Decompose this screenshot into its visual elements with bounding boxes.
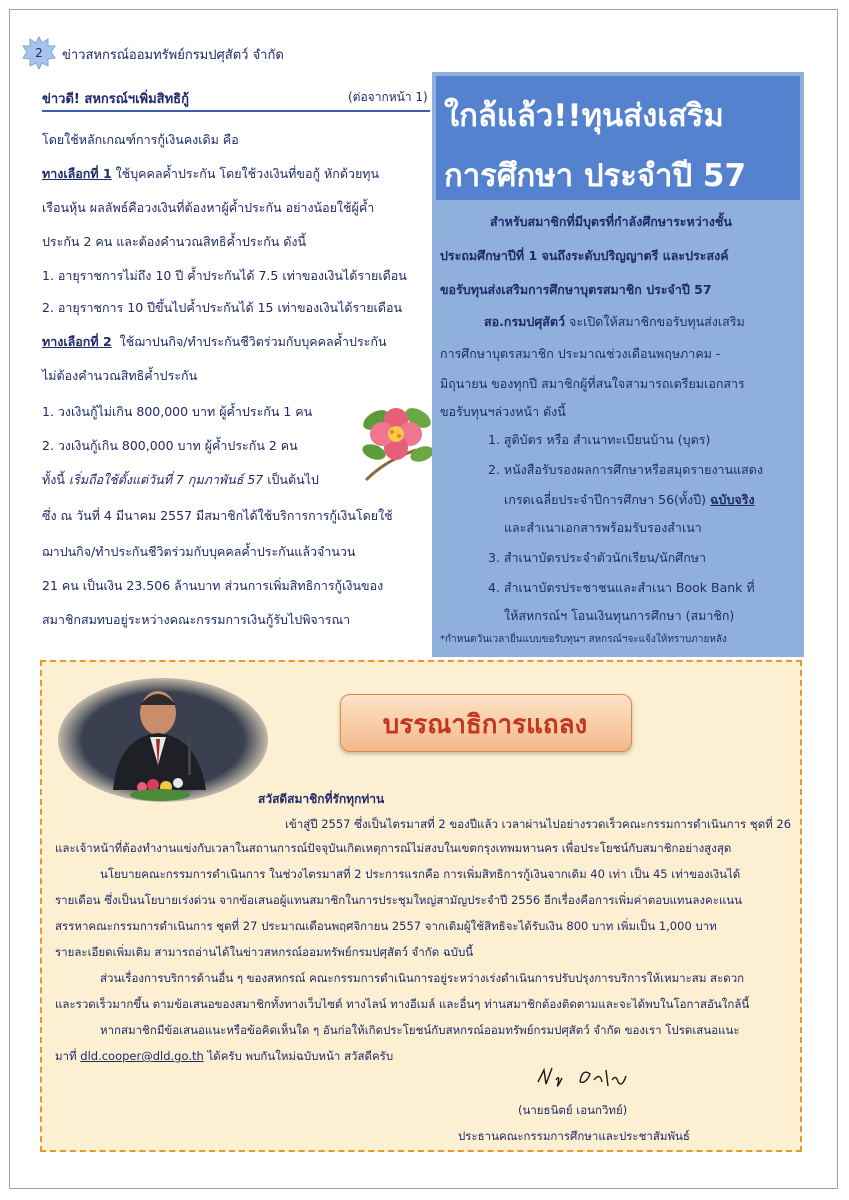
- article-line: 21 คน เป็นเงิน 23.506 ล้านบาท ส่วนการเพิ่มสิทธิการกู้เงินของ: [42, 578, 384, 593]
- scholarship-headline: ใกล้แล้ว!!ทุนส่งเสริม: [444, 98, 724, 134]
- continued-label: (ต่อจากหน้า 1): [348, 90, 428, 104]
- article-line: ประกัน 2 คน และต้องคำนวณสิทธิค้ำประกัน ดังนี้: [42, 234, 307, 249]
- editorial-greeting: สวัสดีสมาชิกที่รักทุกท่าน: [258, 792, 385, 806]
- heading-rule: [42, 110, 430, 112]
- original-copy-note: ฉบับจริง: [710, 492, 755, 507]
- document-item: 2. หนังสือรับรองผลการศึกษาหรือสมุดรายงานแสดง: [488, 462, 764, 477]
- document-item: และสำเนาเอกสารพร้อมรับรองสำเนา: [504, 520, 702, 535]
- flower-illustration: [356, 390, 436, 490]
- editorial-line: นโยบายคณะกรรมการดำเนินการ ในช่วงไตรมาสที่ 2 ประการแรกคือ การเพิ่มสิทธิการกู้เงินจากเดิม 40 เท่า เป็น 45 เท่าของเงินได้: [100, 867, 741, 881]
- scholarship-body: การศึกษาบุตรสมาชิก ประมาณช่วงเดือนพฤษภาคม -: [440, 346, 721, 361]
- editorial-line: ส่วนเรื่องการบริการด้านอื่น ๆ ของสหกรณ์ คณะกรรมการดำเนินการอยู่ระหว่างเร่งดำเนินการปรับปรุงการบริการให้เหมาะสม สะดวก: [100, 971, 745, 985]
- left-article-heading: ข่าวดี! สหกรณ์ฯเพิ่มสิทธิกู้: [42, 92, 189, 107]
- article-line: ซึ่ง ณ วันที่ 4 มีนาคม 2557 มีสมาชิกได้ใช้บริการการกู้เงินโดยใช้: [42, 508, 393, 523]
- editorial-line: และรวดเร็วมากขึ้น ตามข้อเสนอของสมาชิกทั้งทางเว็บไซต์ ทางไลน์ ทางอีเมล์ และอื่นๆ ท่านสมาชิกต้องติดตามและจะได้พบในโอกาสอันใกล้นี้: [55, 997, 750, 1011]
- signer-position: ประธานคณะกรรมการศึกษาและประชาสัมพันธ์: [458, 1129, 690, 1143]
- editorial-line: และเจ้าหน้าที่ต้องทำงานแข่งกับเวลาในสถานการณ์ปัจจุบันเกิดเหตุการณ์ไม่สงบในเขตกรุงเทพมหานคร เพื่อประโยชน์กับสมาชิกอย่างสูงสุด: [55, 841, 732, 855]
- editorial-line: หากสมาชิกมีข้อเสนอแนะหรือข้อคิดเห็นใด ๆ อันก่อให้เกิดประโยชน์กับสหกรณ์ออมทรัพย์กรมปศุสัตว์ จำกัด ของเรา โปรดเสนอแนะ: [100, 1023, 740, 1037]
- article-line: ทางเลือกที่ 1 ใช้บุคคลค้ำประกัน โดยใช้วงเงินที่ขอกู้ หักด้วยทุน: [42, 166, 380, 181]
- editorial-line: มาที่ dld.cooper@dld.go.th ได้ครับ พบกันใหม่ฉบับหน้า สวัสดีครับ: [55, 1049, 394, 1063]
- organization-name: สอ.กรมปศุสัตว์: [484, 314, 566, 329]
- page-number: 2: [35, 46, 43, 60]
- article-line: สมาชิกสมทบอยู่ระหว่างคณะกรรมการเงินกู้รับไปพิจารณา: [42, 612, 351, 627]
- scholarship-body: ขอรับทุนฯล่วงหน้า ดังนี้: [440, 404, 566, 419]
- article-line: 1. อายุราชการไม่ถึง 10 ปี ค้ำประกันได้ 7.5 เท่าของเงินได้รายเดือน: [42, 268, 407, 283]
- article-line: เรือนหุ้น ผลลัพธ์คือวงเงินที่ต้องหาผู้ค้ำประกัน อย่างน้อยใช้ผู้ค้ำ: [42, 200, 375, 215]
- editorial-line: เข้าสู่ปี 2557 ซึ่งเป็นไตรมาสที่ 2 ของปีแล้ว เวลาผ่านไปอย่างรวดเร็วคณะกรรมการดำเนินการ ชุดที่ 26: [285, 817, 792, 831]
- article-line: โดยใช้หลักเกณฑ์การกู้เงินคงเดิม คือ: [42, 132, 239, 147]
- signer-name: (นายธนิตย์ เอนกวิทย์): [518, 1103, 628, 1117]
- chairman-photo: [58, 675, 268, 805]
- article-line: 2. วงเงินกู้เกิน 800,000 บาท ผู้ค้ำประกัน 2 คน: [42, 438, 298, 453]
- scholarship-intro: สำหรับสมาชิกที่มีบุตรที่กำลังศึกษาระหว่างชั้น: [490, 214, 732, 229]
- scholarship-body: มิถุนายน ของทุกปี สมาชิกผู้ที่สนใจสามารถเตรียมเอกสาร: [440, 376, 745, 391]
- scholarship-intro: ประถมศึกษาปีที่ 1 จนถึงระดับปริญญาตรี และประสงค์: [440, 248, 729, 263]
- editorial-line: สรรหาคณะกรรมการดำเนินการ ชุดที่ 27 ประมาณเดือนพฤศจิกายน 2557 จากเดิมผู้ใช้สิทธิจะได้รับเงิน 800 บาท เพิ่มเป็น 1,000 บาท: [55, 919, 717, 933]
- option-2-label: ทางเลือกที่ 2: [42, 334, 112, 349]
- article-line: ทั้งนี้ เริ่มถือใช้ตั้งแต่วันที่ 7 กุมภาพันธ์ 57 เป็นต้นไป: [42, 472, 319, 487]
- editorial-line: รายละเอียดเพิ่มเติม สามารถอ่านได้ในข่าวสหกรณ์ออมทรัพย์กรมปศุสัตว์ จำกัด ฉบับนี้: [55, 945, 474, 959]
- document-item: 4. สำเนาบัตรประชาชนและสำเนา Book Bank ที่: [488, 580, 755, 595]
- document-item: 3. สำเนาบัตรประจำตัวนักเรียน/นักศึกษา: [488, 550, 707, 565]
- document-item: 1. สูติบัตร หรือ สำเนาทะเบียนบ้าน (บุตร): [488, 432, 711, 447]
- document-item: ให้สหกรณ์ฯ โอนเงินทุนการศึกษา (สมาชิก): [504, 608, 735, 623]
- signature-image: [530, 1060, 650, 1096]
- option-1-label: ทางเลือกที่ 1: [42, 166, 112, 181]
- editorial-title: บรรณาธิการแถลง: [382, 710, 588, 740]
- article-line: ฌาปนกิจ/ทำประกันชีวิตร่วมกับบุคคลค้ำประกันแล้วจำนวน: [42, 544, 356, 559]
- scholarship-intro: ขอรับทุนส่งเสริมการศึกษาบุตรสมาชิก ประจำปี 57: [440, 282, 712, 297]
- scholarship-headline: การศึกษา ประจำปี 57: [444, 158, 747, 194]
- contact-email-link[interactable]: dld.cooper@dld.go.th: [80, 1049, 204, 1063]
- newsletter-title: ข่าวสหกรณ์ออมทรัพย์กรมปศุสัตว์ จำกัด: [62, 48, 284, 63]
- scholarship-body: สอ.กรมปศุสัตว์ จะเปิดให้สมาชิกขอรับทุนส่งเสริม: [484, 314, 745, 329]
- article-line: ทางเลือกที่ 2 ใช้ฌาปนกิจ/ทำประกันชีวิตร่วมกับบุคคลค้ำประกัน: [42, 334, 387, 349]
- article-line: 2. อายุราชการ 10 ปีขึ้นไปค้ำประกันได้ 15 เท่าของเงินได้รายเดือน: [42, 300, 402, 315]
- article-line: ไม่ต้องคำนวณสิทธิค้ำประกัน: [42, 368, 198, 383]
- scholarship-footnote: *กำหนดวันเวลายื่นแบบขอรับทุนฯ สหกรณ์ฯจะแจ้งให้ทราบภายหลัง: [440, 634, 727, 645]
- editorial-line: รายเดือน ซึ่งเป็นนโยบายเร่งด่วน จากข้อเสนอผู้แทนสมาชิกในการประชุมใหญ่สามัญประจำปี 2556 อีกเรื่องคือการเพิ่มค่าตอบแทนลงคะแนน: [55, 893, 743, 907]
- document-item: เกรดเฉลี่ยประจำปีการศึกษา 56(ทั้งปี) ฉบับจริง: [504, 492, 755, 507]
- article-line: 1. วงเงินกู้ไม่เกิน 800,000 บาท ผู้ค้ำประกัน 1 คน: [42, 404, 313, 419]
- page-number-badge: [22, 36, 56, 70]
